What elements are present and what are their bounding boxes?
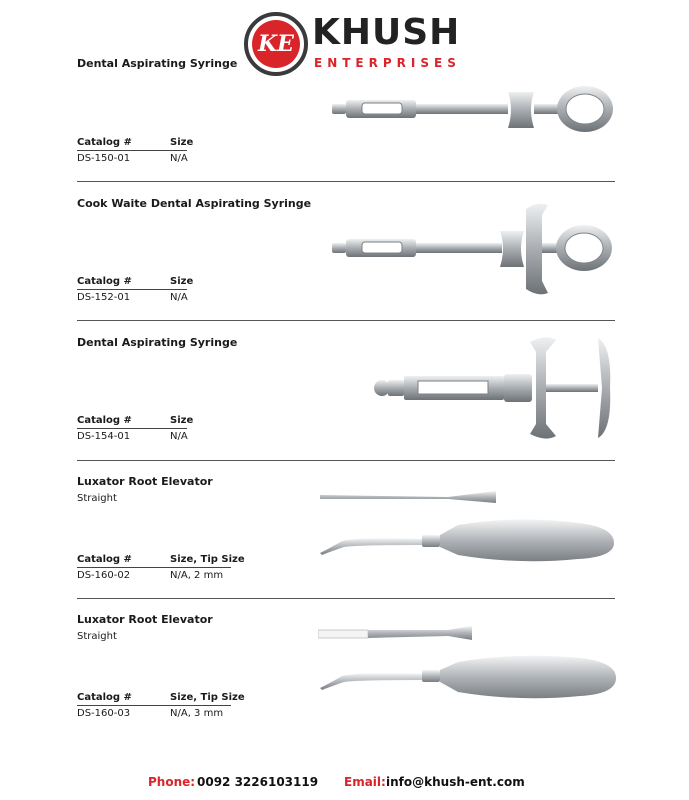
phone-label: Phone: — [148, 775, 196, 789]
catalog-header: Catalog # — [77, 137, 132, 148]
size-header: Size — [170, 276, 194, 287]
catalog-header: Catalog # — [77, 692, 132, 703]
size-tip-header: Size, Tip Size — [170, 692, 245, 703]
header-underline — [77, 289, 187, 290]
catalog-number: DS-152-01 — [77, 292, 131, 303]
product-title: Luxator Root Elevator — [77, 613, 213, 626]
phone-number[interactable]: 0092 3226103119 — [197, 775, 319, 789]
product-title: Dental Aspirating Syringe — [77, 57, 238, 70]
size-tip-header: Size, Tip Size — [170, 554, 245, 565]
product-title: Cook Waite Dental Aspirating Syringe — [77, 197, 312, 210]
brand-subtitle: ENTERPRISES — [314, 56, 461, 70]
header-underline — [77, 428, 187, 429]
size-value: N/A — [170, 292, 188, 303]
size-header: Size — [170, 137, 194, 148]
size-value: N/A, 2 mm — [170, 570, 224, 581]
aspirating-syringe-ring-wings-image — [330, 195, 620, 305]
catalog-header: Catalog # — [77, 554, 132, 565]
logo-badge-icon — [244, 12, 308, 76]
header-underline — [77, 567, 231, 568]
catalog-header: Catalog # — [77, 415, 132, 426]
aspirating-syringe-thumb-bar-image — [370, 330, 620, 442]
luxator-elevator-image — [318, 485, 618, 565]
product-variant: Straight — [77, 493, 117, 504]
product-title: Dental Aspirating Syringe — [77, 336, 238, 349]
section-divider — [77, 598, 615, 599]
logo-badge-text: KE — [252, 20, 300, 68]
catalog-number: DS-160-02 — [77, 570, 131, 581]
header-underline — [77, 705, 231, 706]
size-value: N/A, 3 mm — [170, 708, 224, 719]
header-underline — [77, 150, 187, 151]
aspirating-syringe-ring-image — [330, 82, 620, 142]
size-value: N/A — [170, 431, 188, 442]
section-divider — [77, 320, 615, 321]
catalog-number: DS-150-01 — [77, 153, 131, 164]
brand-name: KHUSH — [312, 12, 461, 53]
email-address[interactable]: info@khush-ent.com — [386, 775, 525, 789]
product-title: Luxator Root Elevator — [77, 475, 213, 488]
brand-logo — [244, 12, 461, 78]
size-header: Size — [170, 415, 194, 426]
size-value: N/A — [170, 153, 188, 164]
product-variant: Straight — [77, 631, 117, 642]
section-divider — [77, 460, 615, 461]
luxator-elevator-image — [318, 620, 618, 705]
catalog-number: DS-154-01 — [77, 431, 131, 442]
section-divider — [77, 181, 615, 182]
catalog-number: DS-160-03 — [77, 708, 131, 719]
email-label: Email: — [344, 775, 386, 789]
catalog-header: Catalog # — [77, 276, 132, 287]
